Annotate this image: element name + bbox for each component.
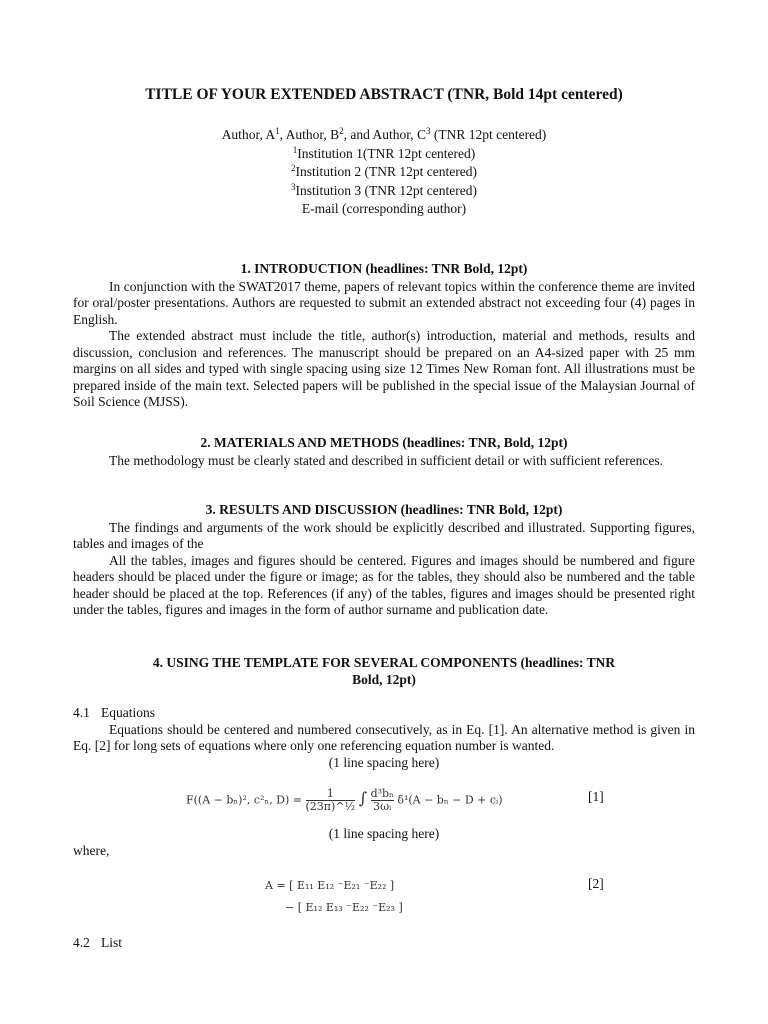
paragraph: Equations should be centered and numbered consecutively, as in Eq. [1]. An alternative method is given in Eq. [2] for long sets of equations where only one referencing equation number is wanted. <box>73 721 695 753</box>
equation-1-number: [1] <box>588 789 604 804</box>
section-heading: 1. INTRODUCTION (headlines: TNR Bold, 12pt) <box>240 261 528 276</box>
institution-2-text: Institution 2 (TNR 12pt centered) <box>295 164 477 179</box>
where-label: where, <box>73 843 110 858</box>
author-b: , Author, B <box>279 127 340 142</box>
eq1-fraction-1 <box>306 788 356 813</box>
spacing-note-2-block <box>73 826 695 843</box>
institution-3 <box>73 182 695 201</box>
section-template <box>73 655 695 688</box>
eq1-lhs: F((A − bₙ)², c²ₙ, D) = <box>186 793 303 807</box>
spacing-note: (1 line spacing here) <box>328 754 440 770</box>
author-c: , and Author, C <box>343 127 426 142</box>
author-c-sup: 3 <box>425 126 431 136</box>
where-block <box>73 843 695 860</box>
equation-1 <box>186 788 503 813</box>
subsection-number: 4.1 <box>73 705 90 720</box>
author-a: Author, A <box>221 127 276 142</box>
institution-1-sup: 1 <box>292 144 298 155</box>
eq1-tail: δ¹(A − bₙ − D + cᵢ) <box>397 793 503 807</box>
paragraph: All the tables, images and figures should be centered. Figures and images should be numbered and figure headers should be placed under the figure or image; as for the tables, they should also be numbered and the table header should be placed at the top. References (if any) of the tables, figures and images should be presented right under the tables, figures and images in the form of author surname and publication date. <box>73 552 695 617</box>
institution-3-sup: 3 <box>291 181 296 192</box>
author-line <box>73 126 695 145</box>
eq1-den: (23π)^½ <box>305 800 356 813</box>
paragraph: The methodology must be clearly stated and described in sufficient detail or with sufficient references. <box>109 452 663 468</box>
section-heading: 3. RESULTS AND DISCUSSION (headlines: TNR Bold, 12pt) <box>205 502 563 517</box>
subsection-heading <box>73 705 695 722</box>
institution-1-text: Institution 1(TNR 12pt centered) <box>297 145 476 161</box>
paragraph: In conjunction with the SWAT2017 theme, papers of relevant topics within the conference theme are invited for oral/poster presentations. Authors are requested to submit an extended abstract not exceeding four (4) pages in English. <box>73 278 695 327</box>
subsection-number: 4.2 <box>73 935 90 950</box>
subsection-equations <box>73 705 695 771</box>
institution-1 <box>73 145 695 164</box>
author-block <box>73 126 695 219</box>
eq1-rhs-den: 3ωᵢ <box>371 800 394 813</box>
author-b-sup: 2 <box>339 126 344 136</box>
equation-2-line-1: A = [ E₁₁ E₁₂ ⁻E₂₁ ⁻E₂₂ ] <box>265 879 395 892</box>
integral-icon: ∫ <box>358 788 368 808</box>
section-heading: 2. MATERIALS AND METHODS (headlines: TNR, Bold, 12pt) <box>200 435 568 450</box>
section-methods <box>73 435 695 469</box>
subsection-list <box>73 935 695 952</box>
subsection-title: List <box>101 935 123 950</box>
subsection-heading <box>73 935 695 952</box>
eq1-rhs-num: d³bₙ <box>370 787 394 800</box>
institution-3-text: Institution 3 (TNR 12pt centered) <box>295 182 477 198</box>
section-introduction <box>73 261 695 411</box>
section-heading: 4. USING THE TEMPLATE FOR SEVERAL COMPONENTS (headlines: TNR <box>152 655 616 670</box>
eq1-fraction-2 <box>371 788 394 813</box>
document-title: TITLE OF YOUR EXTENDED ABSTRACT (TNR, Bold 14pt centered) <box>145 86 623 103</box>
section-results <box>73 502 695 619</box>
paragraph: The extended abstract must include the title, author(s) introduction, material and methods, results and discussion, conclusion and references. The manuscript should be prepared on an A4-sized paper with 25 mm margins on all sides and typed with single spacing using size 12 Times New Roman font. All illustrations must be prepared inside of the main text. Selected papers will be published in the special issue of the Malaysian Journal of Soil Science (MJSS). <box>73 328 695 409</box>
section-heading-cont: Bold, 12pt) <box>352 671 416 687</box>
author-line-note: (TNR 12pt centered) <box>430 127 547 142</box>
institution-2 <box>73 163 695 182</box>
spacing-note: (1 line spacing here) <box>328 826 440 841</box>
eq1-num: 1 <box>326 787 334 800</box>
author-a-sup: 1 <box>275 126 280 136</box>
paragraph: The findings and arguments of the work should be explicitly described and illustrated. Supporting figures, tables and images of the <box>73 519 695 551</box>
subsection-title: Equations <box>101 705 155 720</box>
equation-2-number: [2] <box>588 876 604 891</box>
email-line: E-mail (corresponding author) <box>301 201 467 216</box>
equation-2-line-2: − [ E₁₂ E₁₃ ⁻E₂₂ ⁻E₂₃ ] <box>285 901 403 914</box>
institution-2-sup: 2 <box>291 163 296 173</box>
